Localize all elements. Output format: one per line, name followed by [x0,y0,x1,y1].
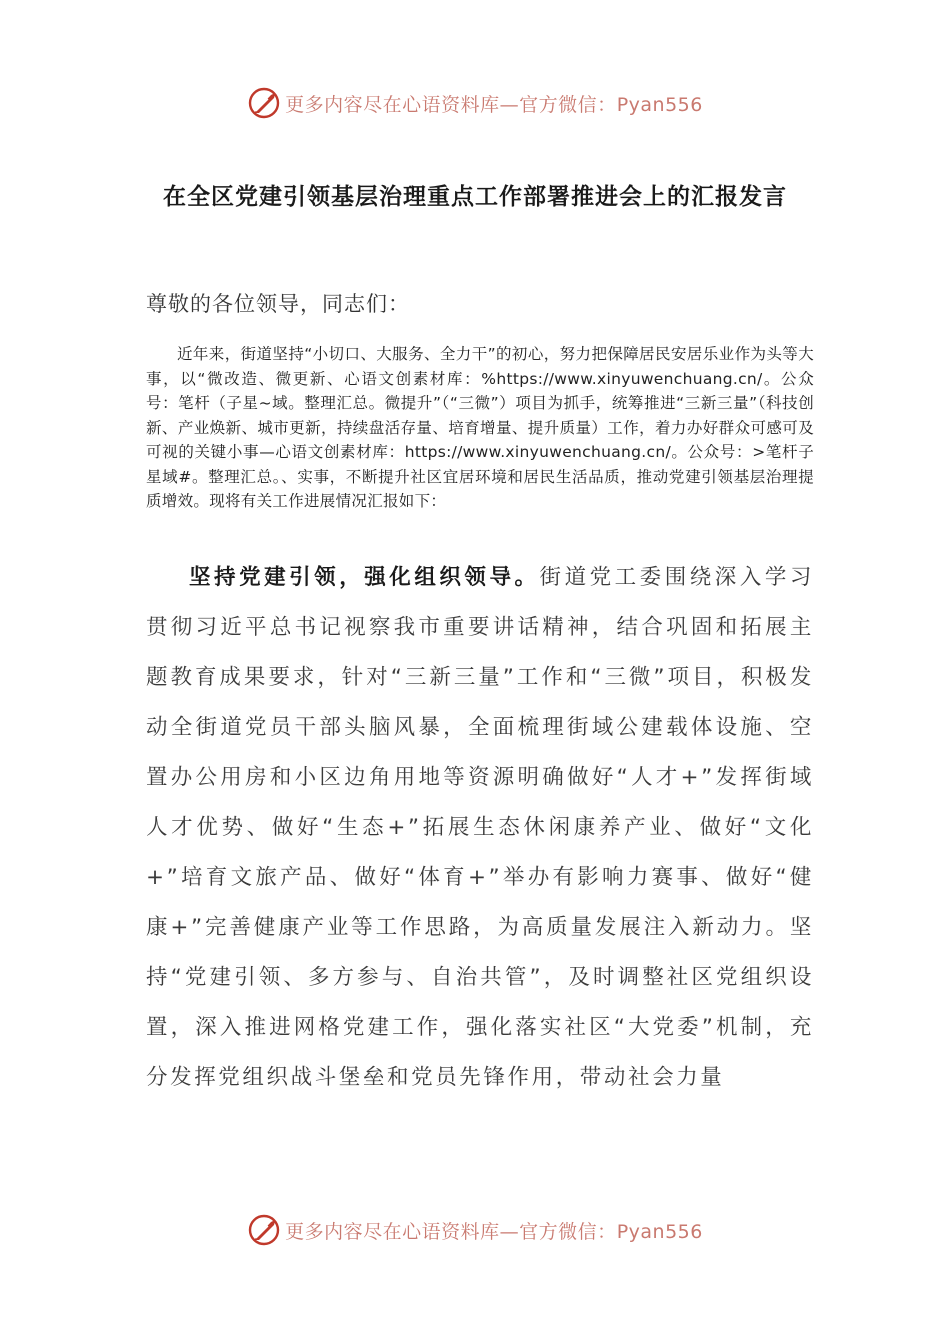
section-1-paragraph [146,553,814,1103]
intro-paragraph: 近年来，街道坚持“小切口、大服务、全力干”的初心，努力把保障居民安居乐业作为头等大事，以“微改造、微更新、心语文创素材库：%https://www.xinyuwenchuang.cn/。公众号：笔杆（子星~域。整理汇总。微提升”（“三微”）项目为抓手，统筹推进“三新三量”（科技创新、产业焕新、城市更新，持续盘活存量、培育增量、提升质量）工作，着力办好群众可感可及可视的关键小事—心语文创素材库：https://www.xinyuwenchuang.cn/。公众号：>笔杆子星域#。整理汇总。、实事，不断提升社区宜居环境和居民生活品质，推动党建引领基层治理提质增效。现将有关工作进展情况汇报如下： [146,345,814,510]
watermark-account: Pyan556 [616,1220,703,1243]
watermark-separator: — [499,1220,520,1243]
watermark-banner-bottom [0,1210,950,1250]
section-1-heading: 坚持党建引领，强化组织领导。 [189,565,540,590]
salutation: 尊敬的各位领导，同志们： [146,292,410,316]
watermark-official: 官方微信： [519,1220,617,1243]
document-title: 在全区党建引领基层治理重点工作部署推进会上的汇报发言 [163,184,787,210]
watermark-separator: — [499,93,520,116]
quill-pen-icon [247,1213,281,1247]
watermark-official: 官方微信： [519,93,617,116]
watermark-brand: 更多内容尽在心语资料库 [285,93,500,116]
watermark-account: Pyan556 [616,93,703,116]
watermark-banner-top [0,83,950,123]
watermark-brand: 更多内容尽在心语资料库 [285,1220,500,1243]
quill-pen-icon [247,86,281,120]
section-1-body: 街道党工委围绕深入学习贯彻习近平总书记视察我市重要讲话精神，结合巩固和拓展主题教育成果要求，针对“三新三量”工作和“三微”项目，积极发动全街道党员干部头脑风暴，全面梳理街域公建载体设施、空置办公用房和小区边角用地等资源明确做好“人才+”发挥街域人才优势、做好“生态+”拓展生态休闲康养产业、做好“文化+”培育文旅产品、做好“体育+”举办有影响力赛事、做好“健康+”完善健康产业等工作思路，为高质量发展注入新动力。坚持“党建引领、多方参与、自治共管”，及时调整社区党组织设置，深入推进网格党建工作，强化落实社区“大党委”机制，充分发挥党组织战斗堡垒和党员先锋作用，带动社会力量 [146,565,815,1090]
watermark-text [285,1217,703,1244]
watermark-text [285,90,703,117]
